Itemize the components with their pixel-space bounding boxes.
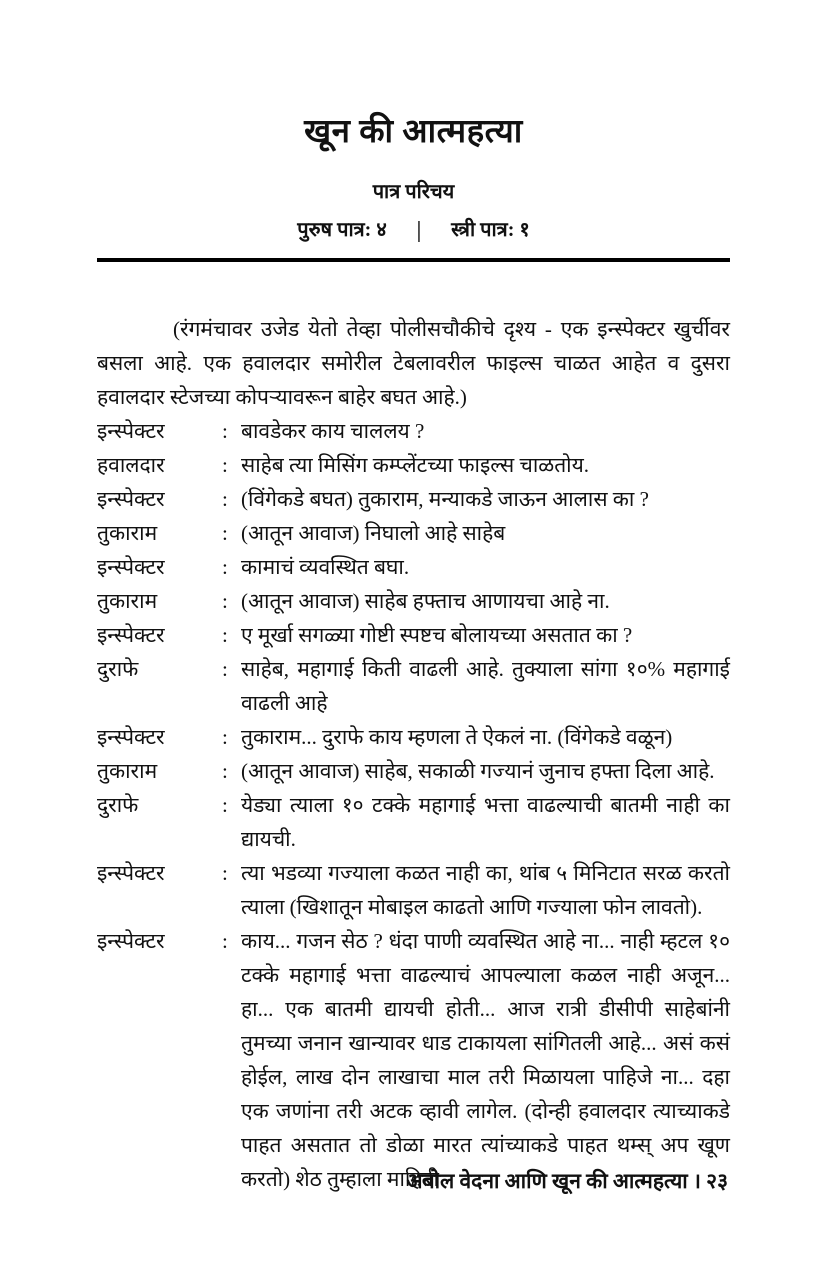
dialogue-row <box>97 856 730 924</box>
dialogue-text: येड्या त्याला १० टक्के महागाई भत्ता वाढल्याची बातमी नाही का द्यायची. <box>241 792 730 851</box>
speaker-name: इन्स्पेक्टर <box>97 622 165 647</box>
page-title: खून की आत्महत्या <box>304 114 523 150</box>
dialogue-row <box>97 652 730 720</box>
speaker-name: इन्स्पेक्टर <box>97 486 165 511</box>
dialogue-row <box>97 584 730 618</box>
dialogue-text: बावडेकर काय चाललय ? <box>241 418 425 443</box>
dialogue-text: काय... गजन सेठ ? धंदा पाणी व्यवस्थित आहे ना... नाही म्हटल १० टक्के महागाई भत्ता वाढल्याचं आपल्याला कळल नाही अजून... हा... एक बातमी द्यायची होती... आज रात्री डीसीपी साहेबांनी तुमच्या जनान खान्यावर धाड टाकायला सांगितली आहे... असं कसं होईल, लाख दोन लाखाचा माल तरी मिळायला पाहिजे ना... दहा एक जणांना तरी अटक व्हावी लागेल. (दोन्ही हवालदार त्याच्याकडे पाहत असतात तो डोळा मारत त्यांच्याकडे पाहत थम्स् अप खूण करतो) शेठ तुम्हाला माहिती <box>241 928 730 1191</box>
dialogue-text: कामाचं व्यवस्थित बघा. <box>241 554 410 579</box>
colon-separator: : <box>222 418 228 443</box>
colon-separator: : <box>222 656 228 681</box>
header-divider-rule <box>97 258 730 262</box>
dialogue-text: (आतून आवाज) निघालो आहे साहेब <box>241 520 506 545</box>
colon-separator: : <box>222 486 228 511</box>
dialogue-row <box>97 720 730 754</box>
male-cast-count: पुरुष पात्र: ४ <box>297 218 387 241</box>
cast-intro-heading: पात्र परिचय <box>372 180 455 203</box>
colon-separator: : <box>222 452 228 477</box>
dialogue-row <box>97 924 730 1196</box>
dialogue-text: ए मूर्खा सगळ्या गोष्टी स्पष्टच बोलायच्या असतात का ? <box>241 622 633 647</box>
colon-separator: : <box>222 792 228 817</box>
colon-separator: : <box>222 928 228 953</box>
speaker-name: इन्स्पेक्टर <box>97 418 165 443</box>
speaker-name: दुराफे <box>97 792 139 817</box>
dialogue-row <box>97 550 730 584</box>
colon-separator: : <box>222 520 228 545</box>
female-cast-count: स्त्री पात्र: १ <box>451 218 530 241</box>
colon-separator: : <box>222 860 228 885</box>
cast-count-line <box>97 217 730 243</box>
speaker-name: इन्स्पेक्टर <box>97 554 165 579</box>
dialogue-row <box>97 788 730 856</box>
dialogue-row <box>97 618 730 652</box>
speaker-name: तुकाराम <box>97 758 158 783</box>
speaker-name: तुकाराम <box>97 588 158 613</box>
dialogue-row <box>97 754 730 788</box>
dialogue-text: साहेब, महागाई किती वाढली आहे. तुक्याला सांगा १०% महागाई वाढली आहे <box>241 656 730 715</box>
dialogue-row <box>97 516 730 550</box>
speaker-name: इन्स्पेक्टर <box>97 928 165 953</box>
colon-separator: : <box>222 622 228 647</box>
dialogue-text: साहेब त्या मिसिंग कम्प्लेंटच्या फाइल्स चाळतोय. <box>241 452 590 477</box>
dialogue-row <box>97 482 730 516</box>
dialogue-row <box>97 414 730 448</box>
dialogue-row <box>97 448 730 482</box>
colon-separator: : <box>222 554 228 579</box>
page-content <box>97 0 730 1196</box>
speaker-name: दुराफे <box>97 656 139 681</box>
cast-separator: | <box>416 216 422 243</box>
dialogue-list <box>97 414 730 1196</box>
speaker-name: हवालदार <box>97 452 165 477</box>
dialogue-text: (आतून आवाज) साहेब, सकाळी गज्यानं जुनाच हफ्ता दिला आहे. <box>241 758 715 783</box>
footer-running-title-page-number: अबोल वेदना आणि खून की आत्महत्या । २३ <box>406 1169 728 1193</box>
colon-separator: : <box>222 588 228 613</box>
dialogue-text: त्या भडव्या गज्याला कळत नाही का, थांब ५ मिनिटात सरळ करतो त्याला (खिशातून मोबाइल काढतो आणि गज्याला फोन लावतो). <box>241 860 730 919</box>
dialogue-text: तुकाराम... दुराफे काय म्हणला ते ऐकलं ना. (विंगेकडे वळून) <box>241 724 673 749</box>
colon-separator: : <box>222 758 228 783</box>
dialogue-text: (विंगेकडे बघत) तुकाराम, मन्याकडे जाऊन आलास का ? <box>241 486 649 511</box>
speaker-name: तुकाराम <box>97 520 158 545</box>
speaker-name: इन्स्पेक्टर <box>97 724 165 749</box>
dialogue-text: (आतून आवाज) साहेब हफ्ताच आणायचा आहे ना. <box>241 588 610 613</box>
speaker-name: इन्स्पेक्टर <box>97 860 165 885</box>
colon-separator: : <box>222 724 228 749</box>
stage-direction: (रंगमंचावर उजेड येतो तेव्हा पोलीसचौकीचे दृश्य - एक इन्स्पेक्टर खुर्चीवर बसला आहे. एक हवालदार समोरील टेबलावरील फाइल्स चाळत आहेत व दुसरा हवालदार स्टेजच्या कोपऱ्यावरून बाहेर बघत आहे.) <box>97 316 730 409</box>
